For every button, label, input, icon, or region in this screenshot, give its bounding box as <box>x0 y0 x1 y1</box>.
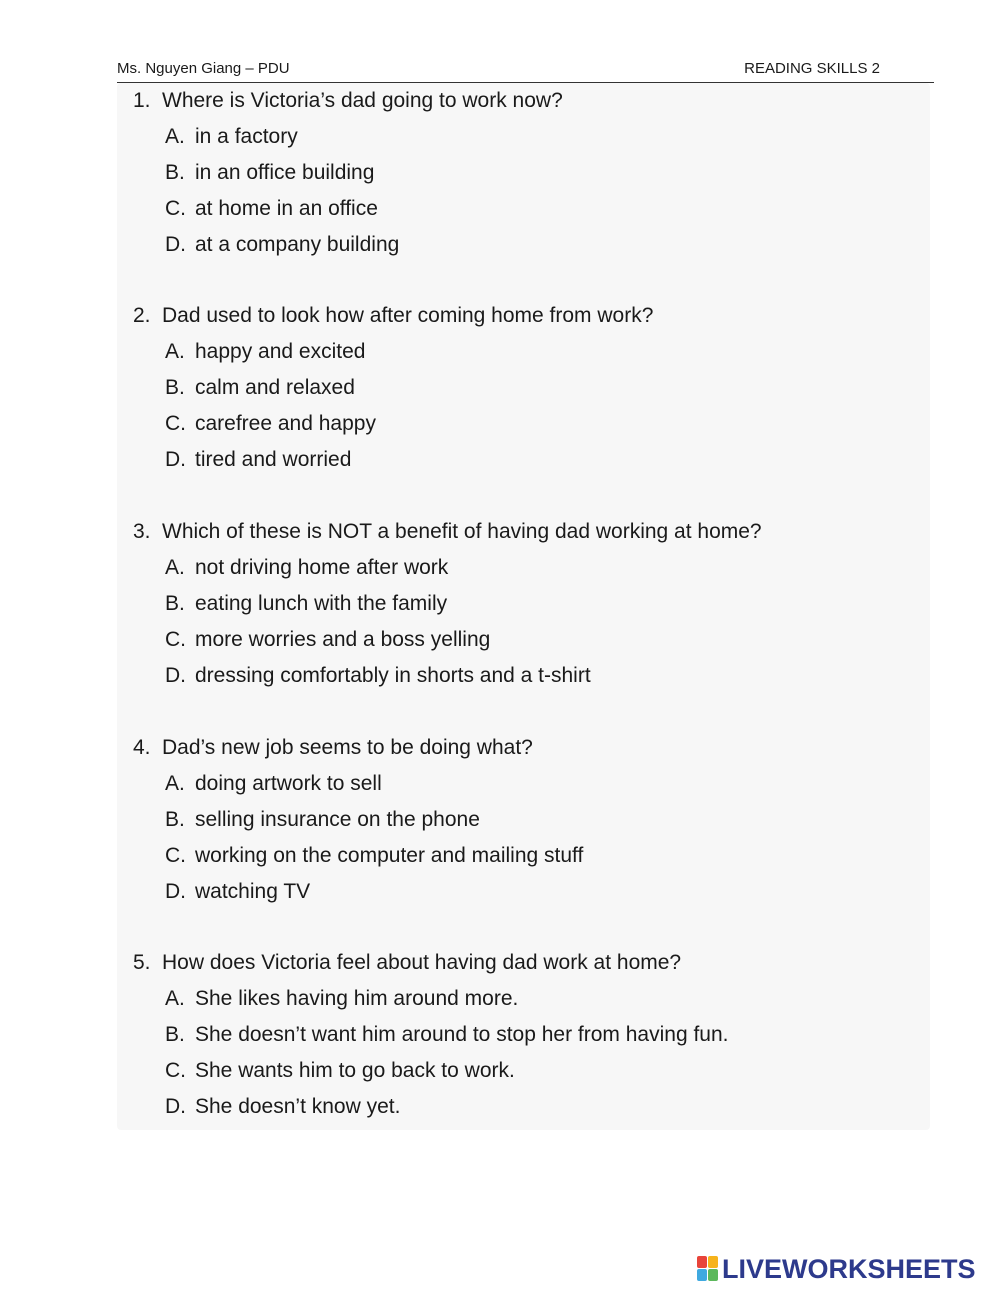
worksheet-title: READING SKILLS 2 <box>744 60 880 77</box>
option-letter: A. <box>165 556 185 579</box>
answer-option[interactable] <box>133 981 923 1017</box>
answer-option[interactable] <box>133 370 923 406</box>
answer-option[interactable] <box>133 442 923 478</box>
option-text: calm and relaxed <box>195 376 355 399</box>
answer-option[interactable] <box>133 119 923 155</box>
option-text: dressing comfortably in shorts and a t-shirt <box>195 664 591 687</box>
option-letter: B. <box>165 161 185 184</box>
answer-option[interactable] <box>133 874 923 910</box>
answer-option[interactable] <box>133 622 923 658</box>
question-5 <box>133 945 923 1125</box>
option-letter: D. <box>165 880 186 903</box>
answer-option[interactable] <box>133 802 923 838</box>
question-number: 4. <box>133 736 151 759</box>
question-text: Dad’s new job seems to be doing what? <box>162 736 533 759</box>
option-letter: D. <box>165 448 186 471</box>
option-letter: C. <box>165 628 186 651</box>
question-stem <box>133 514 923 550</box>
option-text: watching TV <box>195 880 311 903</box>
option-text: selling insurance on the phone <box>195 808 480 831</box>
answer-option[interactable] <box>133 1089 923 1125</box>
option-text: She wants him to go back to work. <box>195 1059 515 1082</box>
option-letter: D. <box>165 233 186 256</box>
option-letter: A. <box>165 125 185 148</box>
answer-option[interactable] <box>133 1017 923 1053</box>
option-letter: B. <box>165 592 185 615</box>
teacher-name: Ms. Nguyen Giang – PDU <box>117 60 290 77</box>
question-2 <box>133 298 923 478</box>
answer-option[interactable] <box>133 586 923 622</box>
page-header <box>117 60 934 83</box>
option-text: working on the computer and mailing stuff <box>195 844 584 867</box>
answer-option[interactable] <box>133 838 923 874</box>
answer-option[interactable] <box>133 550 923 586</box>
answer-option[interactable] <box>133 1053 923 1089</box>
question-text: Where is Victoria’s dad going to work now? <box>162 89 563 112</box>
option-letter: A. <box>165 987 185 1010</box>
option-text: happy and excited <box>195 340 366 363</box>
option-text: not driving home after work <box>195 556 449 579</box>
question-number: 5. <box>133 951 151 974</box>
option-letter: C. <box>165 197 186 220</box>
question-text: Dad used to look how after coming home from work? <box>162 304 654 327</box>
option-text: carefree and happy <box>195 412 376 435</box>
question-number: 2. <box>133 304 151 327</box>
option-letter: B. <box>165 376 185 399</box>
option-letter: C. <box>165 1059 186 1082</box>
option-text: at a company building <box>195 233 400 256</box>
question-4 <box>133 730 923 910</box>
liveworksheets-logo-icon <box>697 1256 719 1282</box>
answer-option[interactable] <box>133 406 923 442</box>
option-text: She doesn’t know yet. <box>195 1095 401 1118</box>
question-3 <box>133 514 923 694</box>
question-number: 3. <box>133 520 151 543</box>
option-text: tired and worried <box>195 448 352 471</box>
option-text: at home in an office <box>195 197 378 220</box>
answer-option[interactable] <box>133 334 923 370</box>
answer-option[interactable] <box>133 658 923 694</box>
answer-option[interactable] <box>133 766 923 802</box>
question-stem <box>133 945 923 981</box>
option-text: more worries and a boss yelling <box>195 628 491 651</box>
question-text: How does Victoria feel about having dad work at home? <box>162 951 682 974</box>
questions-sheet <box>117 83 930 1130</box>
option-letter: A. <box>165 340 185 363</box>
liveworksheets-logo[interactable] <box>697 1253 976 1285</box>
option-letter: D. <box>165 1095 186 1118</box>
question-1 <box>133 83 923 263</box>
option-letter: C. <box>165 412 186 435</box>
option-letter: C. <box>165 844 186 867</box>
question-text: Which of these is NOT a benefit of having dad working at home? <box>162 520 762 543</box>
option-text: in an office building <box>195 161 375 184</box>
option-letter: B. <box>165 1023 185 1046</box>
answer-option[interactable] <box>133 191 923 227</box>
option-letter: B. <box>165 808 185 831</box>
question-stem <box>133 730 923 766</box>
logo-text: LIVEWORKSHEETS <box>722 1253 976 1284</box>
option-text: She likes having him around more. <box>195 987 519 1010</box>
question-number: 1. <box>133 89 151 112</box>
answer-option[interactable] <box>133 155 923 191</box>
question-stem <box>133 83 923 119</box>
option-text: in a factory <box>195 125 298 148</box>
option-letter: A. <box>165 772 185 795</box>
option-text: eating lunch with the family <box>195 592 448 615</box>
option-letter: D. <box>165 664 186 687</box>
option-text: She doesn’t want him around to stop her from having fun. <box>195 1023 729 1046</box>
answer-option[interactable] <box>133 227 923 263</box>
option-text: doing artwork to sell <box>195 772 382 795</box>
question-stem <box>133 298 923 334</box>
